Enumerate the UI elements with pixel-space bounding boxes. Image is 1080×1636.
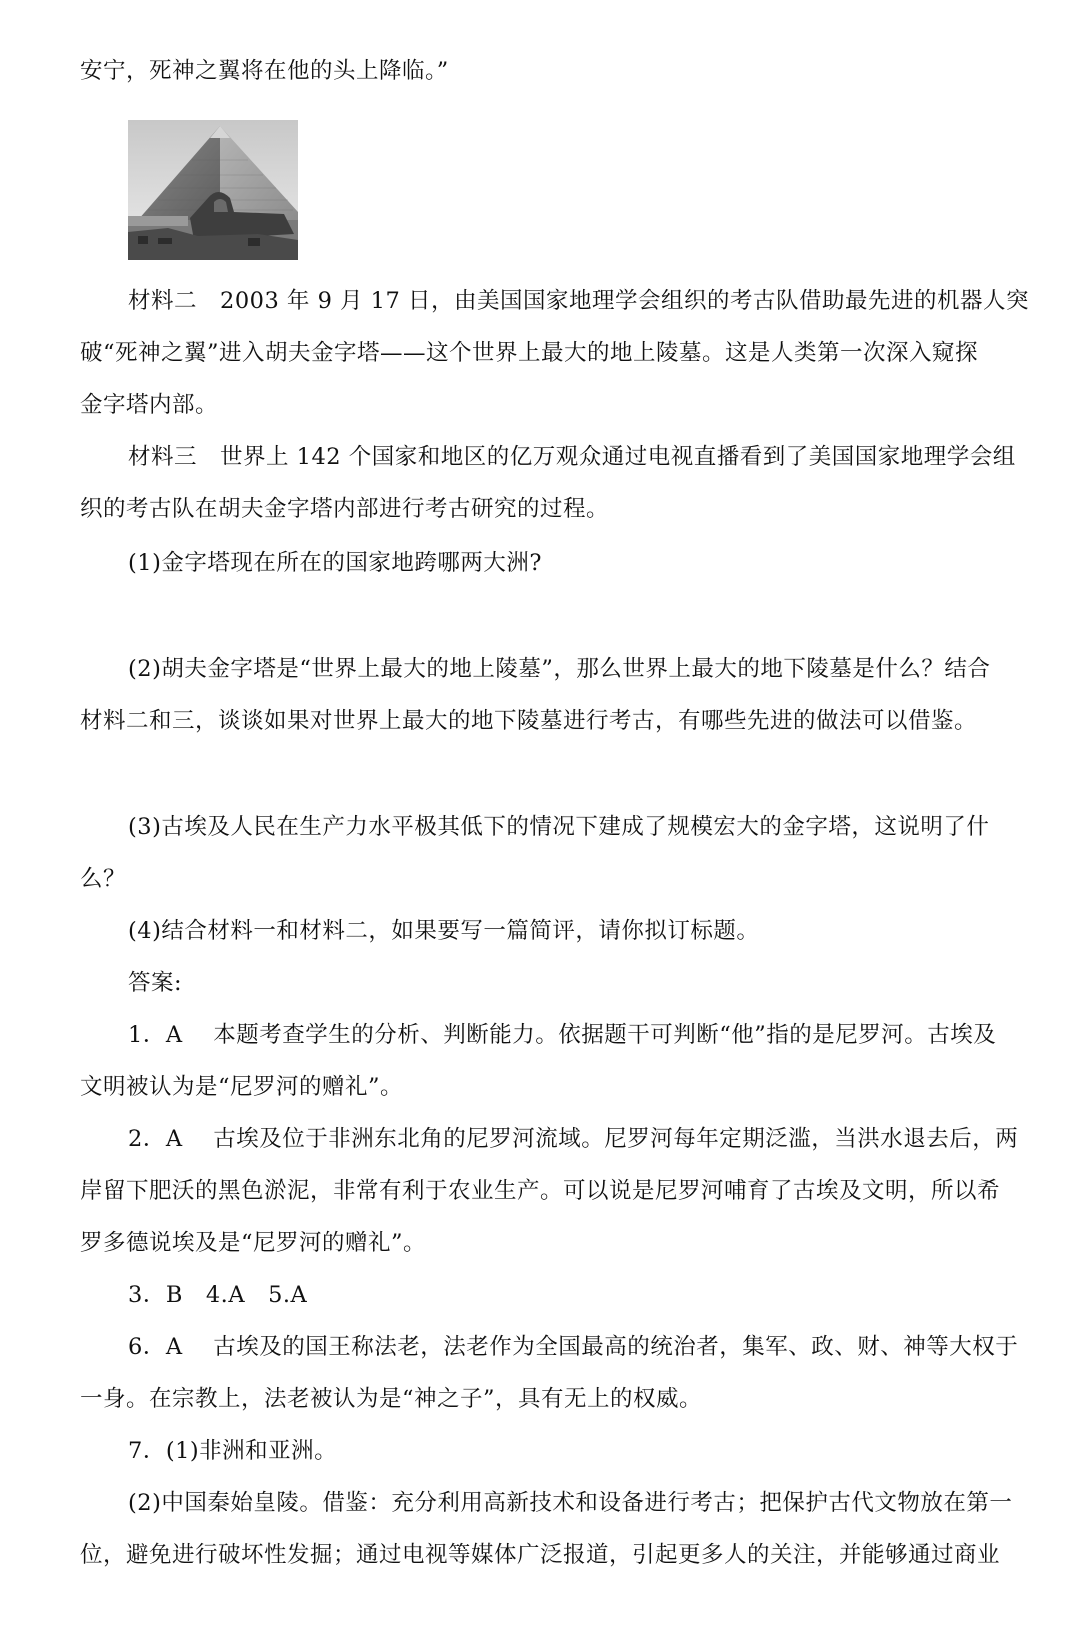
- answer-3-5: 3．B 4.A 5.A: [128, 1282, 308, 1308]
- question-2-line-2: 材料二和三，谈谈如果对世界上最大的地下陵墓进行考古，有哪些先进的做法可以借鉴。: [80, 708, 978, 734]
- answer-7-part-1: 7．(1)非洲和亚洲。: [128, 1438, 338, 1464]
- answer-2-line-1: 2．A 古埃及位于非洲东北角的尼罗河流域。尼罗河每年定期泛滥，当洪水退去后，两: [128, 1126, 1019, 1152]
- text-line-5: 材料三 世界上 142 个国家和地区的亿万观众通过电视直播看到了美国国家地理学会组: [128, 444, 1016, 470]
- answer-6-line-1: 6．A 古埃及的国王称法老，法老作为全国最高的统治者，集军、政、财、神等大权于: [128, 1334, 1019, 1360]
- answer-heading: 答案:: [128, 970, 183, 996]
- pyramid-sphinx-image: [128, 120, 298, 260]
- text-line-6: 织的考古队在胡夫金字塔内部进行考古研究的过程。: [80, 496, 610, 522]
- text-line-2: 材料二 2003 年 9 月 17 日，由美国国家地理学会组织的考古队借助最先进的机器人突: [128, 288, 1029, 314]
- answer-2-line-3: 罗多德说埃及是“尼罗河的赠礼”。: [80, 1230, 427, 1256]
- text-line-3: 破“死神之翼”进入胡夫金字塔——这个世界上最大的地上陵墓。这是人类第一次深入窥探: [80, 340, 979, 366]
- question-3-line-2: 么？: [80, 866, 127, 892]
- question-4: (4)结合材料一和材料二，如果要写一篇简评，请你拟订标题。: [128, 918, 760, 944]
- question-1: (1)金字塔现在所在的国家地跨哪两大洲?: [128, 550, 542, 576]
- answer-7-part-2-line-2: 位，避免进行破坏性发掘；通过电视等媒体广泛报道，引起更多人的关注，并能够通过商业: [80, 1542, 1001, 1568]
- question-3-line-1: (3)古埃及人民在生产力水平极其低下的情况下建成了规模宏大的金字塔，这说明了什: [128, 814, 990, 840]
- answer-1-line-2: 文明被认为是“尼罗河的赠礼”。: [80, 1074, 404, 1100]
- answer-2-line-2: 岸留下肥沃的黑色淤泥，非常有利于农业生产。可以说是尼罗河哺育了古埃及文明，所以希: [80, 1178, 1001, 1204]
- answer-1-line-1: 1．A 本题考查学生的分析、判断能力。依据题干可判断“他”指的是尼罗河。古埃及: [128, 1022, 997, 1048]
- text-line-1: 安宁，死神之翼将在他的头上降临。”: [80, 58, 449, 84]
- answer-7-part-2-line-1: (2)中国秦始皇陵。借鉴：充分利用高新技术和设备进行考古；把保护古代文物放在第一: [128, 1490, 1013, 1516]
- question-2-line-1: (2)胡夫金字塔是“世界上最大的地上陵墓”，那么世界上最大的地下陵墓是什么？结合: [128, 656, 991, 682]
- text-line-4: 金字塔内部。: [80, 392, 219, 418]
- answer-6-line-2: 一身。在宗教上，法老被认为是“神之子”，具有无上的权威。: [80, 1386, 703, 1412]
